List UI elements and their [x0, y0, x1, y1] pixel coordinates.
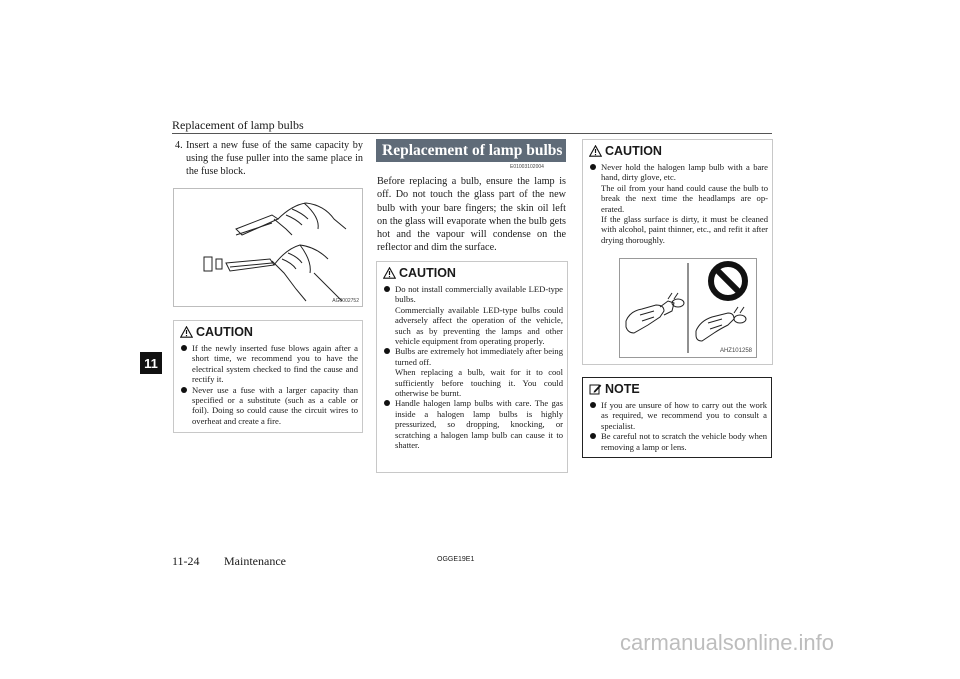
warning-triangle-icon: [589, 145, 602, 157]
header-rule: [172, 133, 772, 134]
note-list: [589, 400, 767, 452]
caution-heading: [589, 144, 662, 158]
caution-box-halogen: [582, 139, 773, 365]
bullet-icon: [590, 433, 596, 439]
caution-box-fuse: [173, 320, 363, 433]
caution-list: [383, 284, 563, 451]
caution-box-bulbs: [376, 261, 568, 473]
caution-title: CAUTION: [605, 144, 662, 158]
fuse-puller-illustration: [174, 189, 362, 306]
intro-paragraph: Before replacing a bulb, ensure the lamp is off. Do not touch the glass part of the new bulb with your bare fingers; the skin oil left on the glass will evaporate when the bulb gets hot and the vapour will condense on the reflector and dim the surface.: [377, 176, 566, 254]
caution-heading: [180, 325, 253, 339]
watermark: carmanualsonline.info: [620, 630, 835, 655]
caution-item: Do not install commercially available LED-type bulbs. Commercially available LED-type bulbs could adversely affect the operation of the vehicle, such as by preventing the lamps and other vehicle equipment from operating properly.: [383, 284, 563, 346]
note-item: If you are unsure of how to carry out the work as required, we recommend you to consult a specialist.: [589, 400, 767, 431]
bullet-icon: [384, 286, 390, 292]
caution-item: Handle halogen lamp bulbs with care. The gas inside a halogen lamp bulbs is highly pressurized, so dropping, knocking, or scratching a halogen lamp bulb can cause it to shatter.: [383, 398, 563, 450]
chapter-tab: 11: [140, 352, 162, 374]
caution-item: Bulbs are extremely hot immediately after being turned off. When replacing a bulb, wait for it to cool sufficiently before touching it. You could otherwise be burnt.: [383, 346, 563, 398]
warning-triangle-icon: [180, 326, 193, 338]
figure-id: AHZ101258: [719, 348, 752, 354]
bullet-icon: [181, 387, 187, 393]
bullet-icon: [384, 348, 390, 354]
step-4: [175, 139, 363, 179]
caution-list: [180, 343, 358, 426]
note-title: NOTE: [605, 382, 640, 396]
figure-id: AG0002752: [332, 298, 359, 304]
page-number: 11-24: [172, 554, 200, 568]
caution-item: Never hold the halogen lamp bulb with a bare hand, dirty glove, etc. The oil from your hand could cause the bulb to break the next time the headlamps are op-erated. If the glass surface is dirty, it must be cleaned with alcohol, paint thinner, etc., and refit it after drying thoroughly.: [589, 162, 768, 245]
bullet-icon: [590, 402, 596, 408]
footer-section: Maintenance: [224, 554, 286, 568]
fuse-puller-figure: [173, 188, 363, 307]
caution-item: Never use a fuse with a larger capacity than specified or a substitute (such as a cable or foil). Doing so could cause the circuit wires to overheat and create a fire.: [180, 385, 358, 427]
note-item: Be careful not to scratch the vehicle body when removing a lamp or lens.: [589, 431, 767, 452]
note-box: [582, 377, 772, 458]
step-number: 4.: [175, 140, 183, 151]
halogen-bulb-figure: [619, 258, 757, 358]
bullet-icon: [384, 400, 390, 406]
step-text: Insert a new fuse of the same capacity by using the fuse puller into the same place in the fuse block.: [186, 140, 363, 178]
halogen-bulb-illustration: [620, 259, 756, 357]
caution-title: CAUTION: [399, 266, 456, 280]
section-code: E01003102004: [510, 164, 544, 170]
caution-list: [589, 162, 768, 245]
note-pencil-icon: [589, 383, 602, 395]
caution-heading: [383, 266, 456, 280]
bullet-icon: [181, 345, 187, 351]
note-heading: [589, 382, 640, 396]
bullet-icon: [590, 164, 596, 170]
caution-item: If the newly inserted fuse blows again after a short time, we recommend you to have the electrical system checked to find the cause and rectify it.: [180, 343, 358, 385]
document-code: OGGE19E1: [437, 556, 475, 563]
section-title-band: Replacement of lamp bulbs: [376, 139, 566, 162]
caution-title: CAUTION: [196, 325, 253, 339]
running-header: Replacement of lamp bulbs: [172, 118, 304, 132]
warning-triangle-icon: [383, 267, 396, 279]
